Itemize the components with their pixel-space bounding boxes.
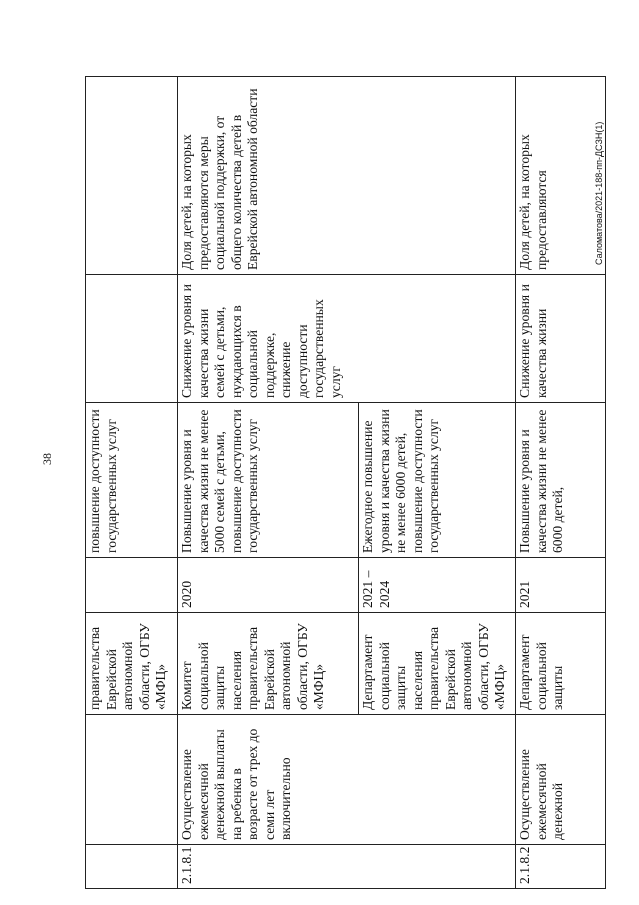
cell-indicator: Доля детей, на которых предоставляются	[516, 77, 606, 275]
table-row-2-1-8-2	[516, 77, 606, 889]
cell-name: Осуществление ежемесячной денежной выплаты на ребенка в возрасте от трех до семи лет включительно	[178, 715, 516, 845]
cell-effect: Повышение уровня и качества жизни не менее 6000 детей,	[516, 403, 606, 558]
executor-2021-2024: Департамент социальной защиты населения правительства Еврейской автономной области, ОГБУ «МФЦ»	[358, 613, 510, 714]
cell-name: Осуществление ежемесячной денежной	[516, 715, 606, 845]
cell-indicator: Доля детей, на которых предоставляются меры социальной поддержки, от общего количества детей в Еврейской автономной области	[178, 77, 516, 275]
executor-2020: Комитет социальной защиты населения правительства Еврейской автономной области, ОГБУ «МФЦ»	[179, 623, 326, 710]
period-2020: 2020	[179, 580, 194, 608]
cell-risk-empty	[86, 275, 178, 403]
cell-indicator-empty	[86, 77, 178, 275]
page-number: 38	[40, 453, 54, 465]
cell-period-empty	[86, 558, 178, 613]
cell-executor: Департамент социальной защиты	[516, 613, 606, 715]
effect-2021-2024: Ежегодное повышение уровня и качества жизни не менее 6000 детей, повышение доступности государственных услуг	[358, 403, 444, 557]
cell-code: 2.1.8.2	[516, 845, 606, 889]
cell-code-empty	[86, 845, 178, 889]
document-footer-mark: Саломатова/2021-188-пп-ДСЗН(1)	[594, 121, 604, 265]
measures-table	[85, 76, 606, 889]
table-row-continuation	[86, 77, 178, 889]
cell-effect-split	[178, 403, 516, 558]
cell-effect: повышение доступности государственных услуг	[86, 403, 178, 558]
cell-risk: Снижение уровня и качества жизни	[516, 275, 606, 403]
cell-code: 2.1.8.1	[178, 845, 516, 889]
cell-executor-split	[178, 613, 516, 715]
table-row-2-1-8-1	[178, 77, 516, 889]
cell-period: 2021	[516, 558, 606, 613]
cell-period-split	[178, 558, 516, 613]
cell-name-empty	[86, 715, 178, 845]
effect-2020: Повышение уровня и качества жизни не менее 5000 семей с детьми, повышение доступности государственных услуг	[179, 409, 260, 553]
cell-risk: Снижение уровня и качества жизни семей с детьми, нуждающихся в социальной поддержке, снижение доступности государственных услуг	[178, 275, 516, 403]
period-2021-2024: 2021 – 2024	[358, 558, 394, 612]
cell-executor: правительства Еврейской автономной области, ОГБУ «МФЦ»	[86, 613, 178, 715]
